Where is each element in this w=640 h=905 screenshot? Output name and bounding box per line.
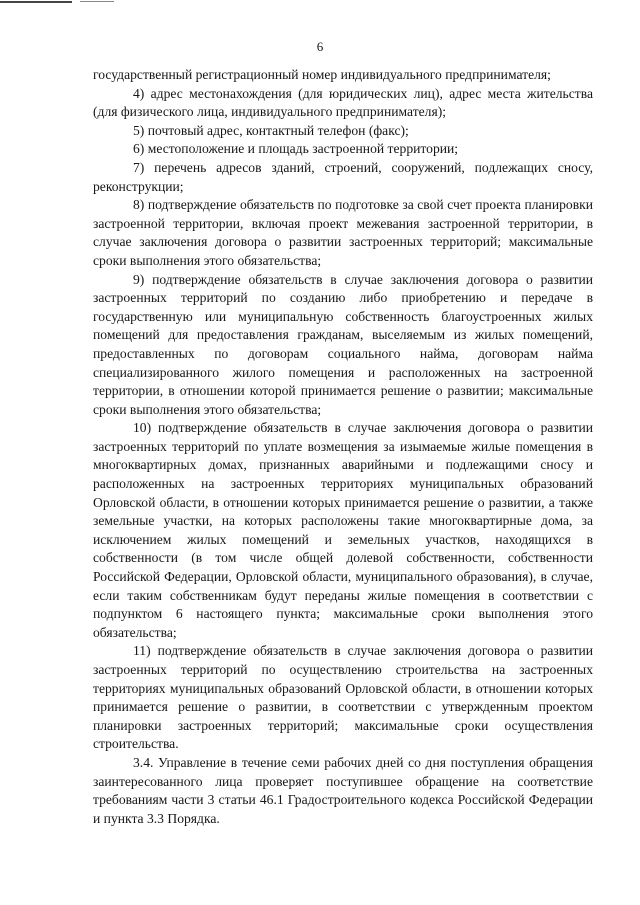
paragraph-item-11: 11) подтверждение обязательств в случае заключения договора о развитии застроенных территорий по осуществлению строительства на застроенных территориях муниципальных образований Орловской области, в отношении которых принимается решение о развитии, в соответствии с утвержденным проектом планировки застроенных территорий; максимальные сроки осуществления строительства. (93, 643, 593, 752)
paragraph-item-6: 6) местоположение и площадь застроенной территории; (133, 141, 459, 157)
paragraph-item-8: 8) подтверждение обязательств по подготовке за свой счет проекта планировки застроенной территории, включая проект межевания застроенной территории, в случае заключения договора о развитии застроенных территорий; максимальные сроки выполнения этого обязательства; (93, 197, 593, 268)
paragraph-item-9: 9) подтверждение обязательств в случае заключения договора о развитии застроенных территорий по созданию либо приобретению и передаче в государственную или муниципальную собственность благоустроенных жилых помещений для предоставления гражданам, выселяемым из жилых помещений, предоставленных по договорам социального найма, договорам найма специализированного жилого помещения и расположенных на застроенной территории, в отношении которой принимается решение о развитии; максимальные сроки выполнения этого обязательства; (93, 271, 593, 417)
paragraph-registration-number: государственный регистрационный номер индивидуального предпринимателя; (93, 67, 551, 82)
document-body (93, 66, 593, 828)
paragraph-item-7: 7) перечень адресов зданий, строений, сооружений, подлежащих сносу, реконструкции; (93, 159, 593, 194)
paragraph-item-4: 4) адрес местонахождения (для юридических лиц), адрес места жительства (для физического лица, индивидуального предпринимателя); (93, 85, 593, 120)
paragraph-item-10: 10) подтверждение обязательств в случае заключения договора о развитии застроенных территорий по уплате возмещения за изымаемые жилые помещения в многоквартирных домах, признанных аварийными и подлежащими сносу и расположенных на застроенных территориях муниципальных образований Орловской области, в отношении которых принимается решение о развитии, а также земельные участки, на которых расположены такие многоквартирные дома, за исключением жилых помещений и земельных участков, находящихся в собственности (в том числе общей долевой собственности, собственности Российской Федерации, Орловской области, муниципального образования), в случае, если таким собственникам будут переданы жилые помещения в соответствии с подпунктом 6 настоящего пункта; максимальные сроки выполнения этого обязательства; (93, 420, 593, 640)
scan-mark (0, 1, 72, 3)
paragraph-section-3-4: 3.4. Управление в течение семи рабочих дней со дня поступления обращения заинтересованного лица проверяет поступившее обращение на соответствие требованиям части 3 статьи 46.1 Градостроительного кодекса Российской Федерации и пункта 3.3 Порядка. (93, 754, 593, 826)
paragraph-item-5: 5) почтовый адрес, контактный телефон (факс); (133, 122, 409, 138)
page-number: 6 (316, 39, 324, 54)
scan-mark (80, 1, 114, 2)
